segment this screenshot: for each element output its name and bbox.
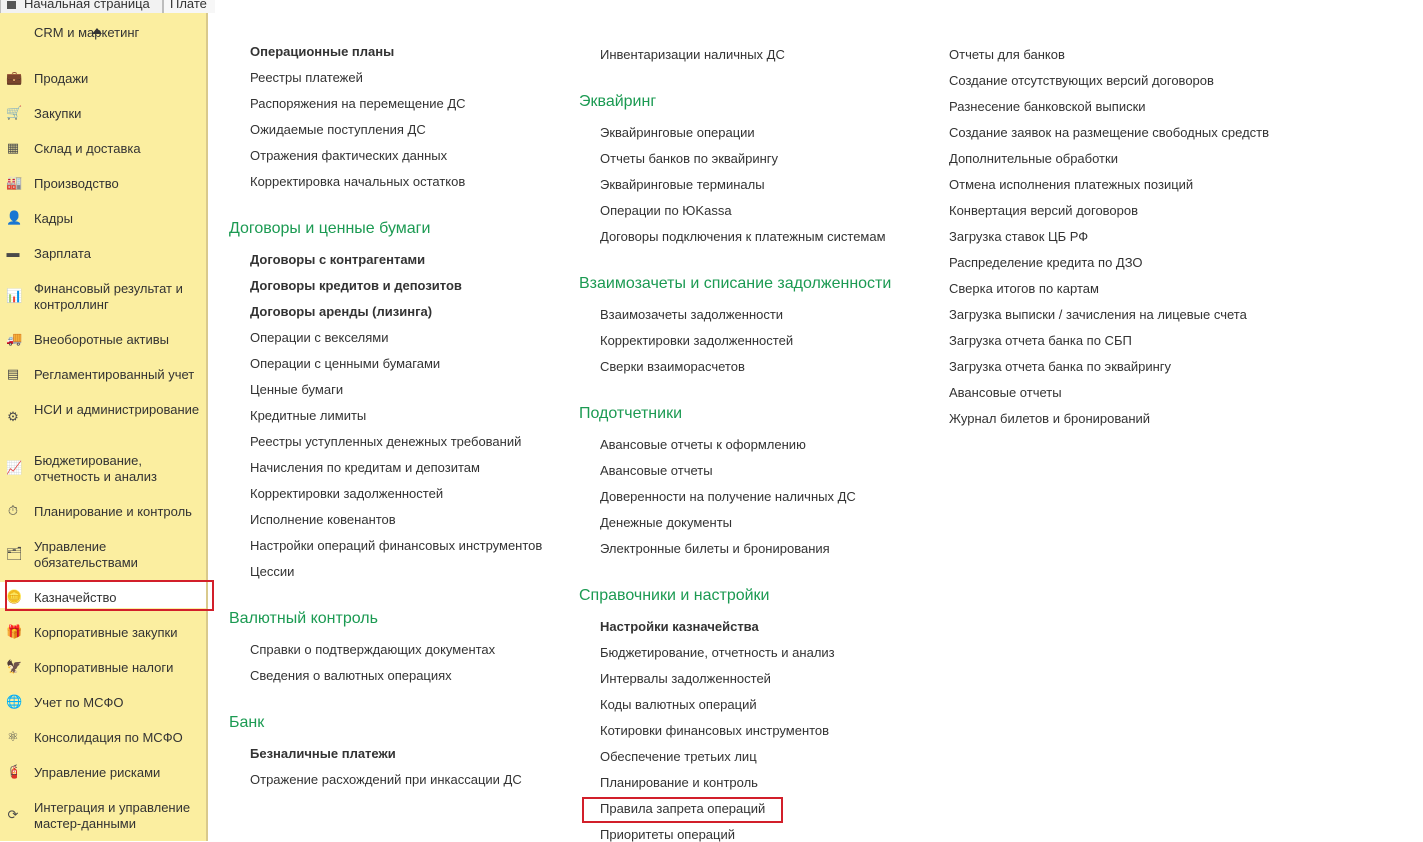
sidebar-item-label: Зарплата [34,246,91,261]
link-contracts[interactable]: Исполнение ковенантов [250,512,396,527]
link-contracts[interactable]: Реестры уступленных денежных требований [250,434,522,449]
sidebar-item-label: Регламентированный учет [34,367,195,382]
tab-payments-label: Плате [170,0,207,11]
sections-sidebar [0,13,208,841]
sidebar-item-label: Планирование и контроль [34,504,192,519]
sidebar-item-label: Производство [34,176,119,191]
link-service[interactable]: Загрузка отчета банка по эквайрингу [949,359,1172,374]
link-service[interactable]: Отмена исполнения платежных позиций [949,177,1194,192]
tab-home-label: Начальная страница [24,0,150,11]
briefcase-icon: 🗂 [6,546,23,561]
sidebar-item-corporate-taxes[interactable] [0,660,206,692]
sidebar-item-purchases[interactable] [0,106,206,138]
sidebar-item-integration[interactable] [0,800,206,832]
sidebar-item-regulated-accounting[interactable] [0,367,206,399]
link-contracts[interactable]: Кредитные лимиты [250,408,367,423]
link-contracts[interactable]: Цессии [250,564,295,579]
section-content [208,0,1423,841]
sidebar-item-crm[interactable] [0,25,206,70]
sidebar-item-treasury[interactable] [0,582,206,608]
bar-chart-icon: 📊 [6,288,23,303]
eagle-emblem-icon: 🦅 [6,659,23,674]
sidebar-item-hr[interactable] [0,211,206,243]
atom-icon: ⚛ [7,729,19,744]
link-transfer-orders[interactable]: Распоряжения на перемещение ДС [250,96,466,111]
home-icon [7,1,16,9]
fire-extinguisher-icon: 🧯 [6,764,23,779]
link-settings[interactable]: Бюджетирование, отчетность и анализ [600,645,835,660]
link-service[interactable]: Сверка итогов по картам [949,281,1099,296]
calculator-icon: ▤ [6,366,20,381]
link-contracts[interactable]: Ценные бумаги [250,382,344,397]
sidebar-item-label: Корпоративные закупки [34,625,178,640]
link-offsets[interactable]: Взаимозачеты задолженности [600,307,784,322]
tab-payments[interactable] [163,0,215,13]
link-contracts[interactable]: Договоры аренды (лизинга) [250,304,433,319]
sidebar-item-label: Финансовый результат и контроллинг [34,281,183,312]
link-acquiring[interactable]: Отчеты банков по эквайрингу [600,151,779,166]
sidebar-item-label: Управление обязательствами [34,539,138,570]
link-contracts[interactable]: Операции с ценными бумагами [250,356,441,371]
link-settings[interactable]: Коды валютных операций [600,697,757,712]
link-acquiring[interactable]: Договоры подключения к платежным системам [600,229,886,244]
wallet-icon: ▬ [6,245,20,260]
link-offsets[interactable]: Корректировки задолженностей [600,333,794,348]
link-settings[interactable]: Настройки казначейства [600,619,759,634]
link-operational-plans[interactable]: Операционные планы [250,44,395,59]
coins-icon: 🪙 [6,589,23,604]
link-service[interactable]: Авансовые отчеты [949,385,1062,400]
link-settings[interactable]: Интервалы задолженностей [600,671,771,686]
warehouse-grid-icon: ▦ [6,140,20,155]
sidebar-item-label: НСИ и администрирование [34,402,200,417]
link-offsets[interactable]: Сверки взаиморасчетов [600,359,745,374]
link-settings[interactable]: Котировки финансовых инструментов [600,723,830,738]
sidebar-item-warehouse[interactable] [0,141,206,173]
sidebar-item-ifrs-consolidation[interactable] [0,730,206,762]
factory-icon: 🏭 [6,175,23,190]
section-title-bank: Банк [229,714,265,731]
link-service[interactable]: Загрузка ставок ЦБ РФ [949,229,1089,244]
sidebar-item-label: Казначейство [34,590,117,605]
link-actual-data[interactable]: Отражения фактических данных [250,148,448,163]
link-accountable[interactable]: Доверенности на получение наличных ДС [600,489,856,504]
sales-bag-icon: 💼 [6,70,23,85]
link-service[interactable]: Отчеты для банков [949,47,1065,62]
section-title-settings: Справочники и настройки [579,587,770,604]
link-service[interactable]: Дополнительные обработки [949,151,1118,166]
link-service[interactable]: Конвертация версий договоров [949,203,1139,218]
link-payment-registers[interactable]: Реестры платежей [250,70,363,85]
sidebar-item-label: Консолидация по МСФО [34,730,183,745]
link-currency[interactable]: Сведения о валютных операциях [250,668,452,683]
link-service[interactable]: Загрузка отчета банка по СБП [949,333,1132,348]
section-title-acquiring: Эквайринг [579,93,657,110]
link-acquiring[interactable]: Эквайринговые терминалы [600,177,765,192]
link-accountable[interactable]: Электронные билеты и бронирования [600,541,830,556]
sidebar-item-label: СRМ и маркетинг [34,25,140,40]
sidebar-item-label: Учет по МСФО [34,695,124,710]
sidebar-item-production[interactable] [0,176,206,208]
link-accountable[interactable]: Авансовые отчеты к оформлению [600,437,806,452]
sync-icon: ⟳ [7,807,19,822]
sidebar-item-corporate-purchases[interactable] [0,625,206,657]
link-contracts[interactable]: Договоры с контрагентами [250,252,426,267]
link-accountable[interactable]: Авансовые отчеты [600,463,713,478]
section-title-currency-control: Валютный контроль [229,610,378,627]
sidebar-item-label: Бюджетирование, отчетность и анализ [34,453,157,484]
person-icon: 👤 [6,210,23,225]
link-service[interactable]: Разнесение банковской выписки [949,99,1146,114]
truck-icon: 🚚 [6,331,23,346]
tab-home[interactable] [0,0,163,13]
link-cash-inventory[interactable]: Инвентаризации наличных ДС [600,47,785,62]
link-bank[interactable]: Отражение расхождений при инкассации ДС [250,772,522,787]
planning-icon: ⏱ [7,503,19,518]
tab-bar [0,0,215,13]
link-currency[interactable]: Справки о подтверждающих документах [250,642,496,657]
link-contracts[interactable]: Начисления по кредитам и депозитам [250,460,480,475]
sidebar-item-sales[interactable] [0,71,206,103]
sidebar-item-label: Управление рисками [34,765,161,780]
gear-icon: ⚙ [7,409,19,424]
globe-icon: 🌐 [6,694,23,709]
link-settings[interactable]: Обеспечение третьих лиц [600,749,757,764]
report-chart-icon: 📈 [6,460,23,475]
sidebar-item-label: Склад и доставка [34,141,141,156]
sidebar-item-label: Кадры [34,211,73,226]
sidebar-item-planning[interactable] [0,504,206,536]
link-contracts[interactable]: Операции с векселями [250,330,389,345]
link-service[interactable]: Загрузка выписки / зачисления на лицевые счета [949,307,1247,322]
link-acquiring[interactable]: Эквайринговые операции [600,125,755,140]
sidebar-item-label: Интеграция и управление мастер-данными [34,800,191,831]
link-bank[interactable]: Безналичные платежи [250,746,396,761]
sidebar-item-salary[interactable] [0,246,206,278]
section-title-offsets: Взаимозачеты и списание задолженности [579,275,892,292]
sidebar-item-ifrs[interactable] [0,695,206,727]
link-service[interactable]: Распределение кредита по ДЗО [949,255,1143,270]
sidebar-item-risk[interactable] [0,765,206,797]
sidebar-item-admin[interactable] [0,402,206,434]
link-opening-balances[interactable]: Корректировка начальных остатков [250,174,466,189]
link-contracts[interactable]: Настройки операций финансовых инструментов [250,538,543,553]
link-service[interactable]: Журнал билетов и бронирований [949,411,1151,426]
sidebar-item-fixed-assets[interactable] [0,332,206,364]
sidebar-item-label: Внеоборотные активы [34,332,170,347]
link-contracts[interactable]: Договоры кредитов и депозитов [250,278,462,293]
section-title-accountable: Подотчетники [579,405,682,422]
link-expected-receipts[interactable]: Ожидаемые поступления ДС [250,122,426,137]
sidebar-item-label: Корпоративные налоги [34,660,174,675]
sidebar-item-financial-result[interactable] [0,281,206,313]
gift-box-icon: 🎁 [6,624,23,639]
sidebar-item-label: Продажи [34,71,89,86]
section-title-contracts: Договоры и ценные бумаги [229,220,431,237]
link-service[interactable]: Создание заявок на размещение свободных средств [949,125,1270,140]
scroll-up-arrow-icon[interactable] [92,28,102,34]
sidebar-item-label: Закупки [34,106,82,121]
link-contracts[interactable]: Корректировки задолженностей [250,486,444,501]
link-service[interactable]: Создание отсутствующих версий договоров [949,73,1214,88]
link-acquiring[interactable]: Операции по ЮKassa [600,203,732,218]
link-operation-ban-rules[interactable]: Правила запрета операций [600,801,766,816]
sidebar-item-obligations[interactable] [0,539,206,571]
link-settings[interactable]: Приоритеты операций [600,827,736,842]
sidebar-item-budgeting[interactable] [0,453,206,485]
cart-icon: 🛒 [6,105,23,120]
link-accountable[interactable]: Денежные документы [600,515,733,530]
link-settings[interactable]: Планирование и контроль [600,775,758,790]
